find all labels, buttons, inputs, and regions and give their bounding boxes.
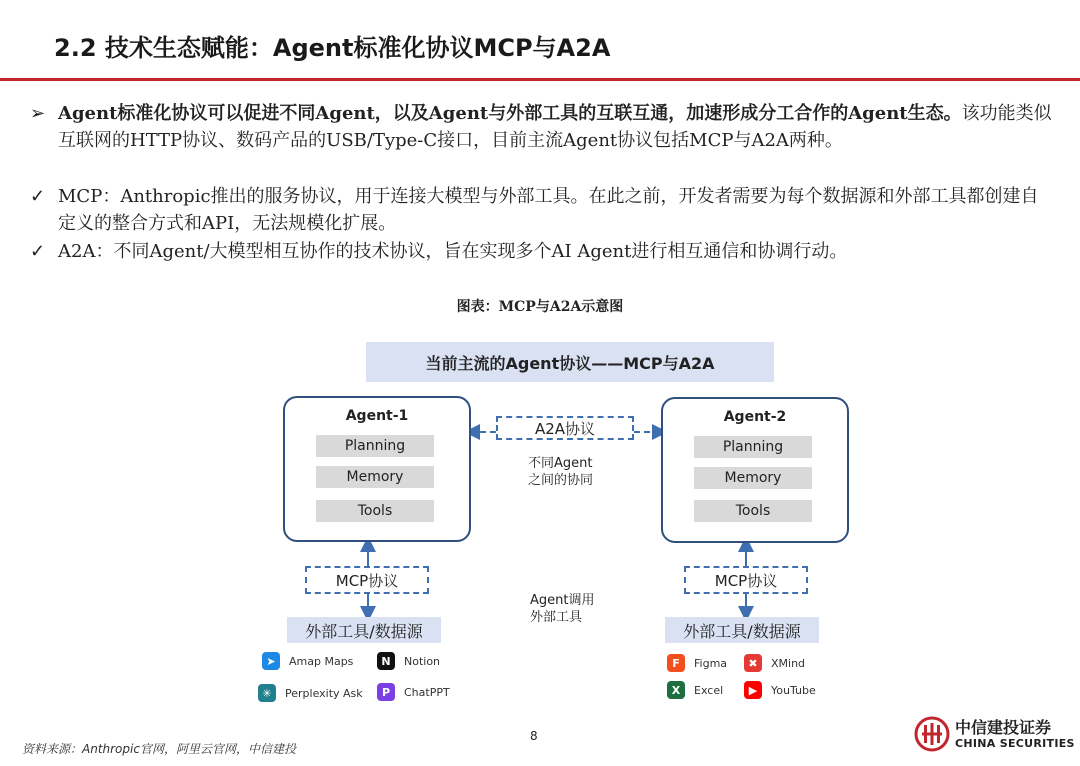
perplexity-icon: ✳ (258, 684, 276, 702)
china-securities-logo-icon (914, 716, 950, 752)
youtube-icon: ▶ (744, 681, 762, 699)
tools-bar-right: 外部工具/数据源 (665, 617, 819, 643)
agent-1-name: Agent-1 (345, 408, 409, 424)
logo-name-en: CHINA SECURITIES (955, 736, 1075, 750)
mcp-note (530, 592, 594, 626)
figma-icon: F (667, 654, 685, 672)
page-title: 2.2 技术生态赋能：Agent标准化协议MCP与A2A (54, 34, 611, 62)
excel-icon: X (667, 681, 685, 699)
tool-chatppt (377, 683, 450, 701)
bullet-a2a-text: A2A：不同Agent/大模型相互协作的技术协议，旨在实现多个AI Agent进行相互通信和协调行动。 (58, 241, 848, 262)
xmind-icon: ✖ (744, 654, 762, 672)
tool-youtube-label: YouTube (771, 683, 816, 697)
agent-1-planning: Planning (316, 435, 434, 457)
mcp-note-line-1: Agent调用 (530, 593, 595, 608)
mcp-protocol-left: MCP协议 (305, 566, 429, 594)
tool-notion-label: Notion (404, 654, 441, 668)
tool-amap (262, 652, 353, 670)
logo-name-cn: 中信建投证券 (955, 717, 1052, 737)
a2a-note-line-2: 之间的协同 (528, 473, 594, 488)
check-bullet-icon: ✓ (30, 186, 46, 207)
a2a-note (528, 455, 593, 489)
bullet-intro-text: 该功能类似互联网的HTTP协议、数码产品的USB/Type-C接口，目前主流Agent协议包括MCP与A2A两种。 (58, 103, 1052, 151)
mcp-note-line-2: 外部工具 (530, 610, 583, 625)
check-bullet-icon: ✓ (30, 241, 46, 262)
diagram-banner: 当前主流的Agent协议——MCP与A2A (366, 342, 774, 382)
tool-amap-label: Amap Maps (289, 654, 354, 668)
agent-1-memory: Memory (316, 466, 434, 488)
agent-2-planning: Planning (694, 436, 812, 458)
a2a-note-line-1: 不同Agent (528, 456, 593, 471)
tool-perplexity (258, 684, 363, 702)
agent-2-box (661, 397, 849, 543)
tool-figma-label: Figma (694, 656, 728, 670)
tool-chatppt-label: ChatPPT (404, 685, 450, 699)
tools-bar-left: 外部工具/数据源 (287, 617, 441, 643)
bullet-mcp-text: MCP：Anthropic推出的服务协议，用于连接大模型与外部工具。在此之前，开发者需要为每个数据源和外部工具都创建自定义的整合方式和API，无法规模化扩展。 (58, 186, 1039, 234)
tool-excel (667, 681, 723, 699)
agent-1-box (283, 396, 471, 542)
agent-2-tools: Tools (694, 500, 812, 522)
bullet-intro-lead: Agent标准化协议可以促进不同Agent，以及Agent与外部工具的互联互通，加速形成分工合作的Agent生态。 (58, 103, 962, 124)
page-number: 8 (530, 729, 538, 743)
agent-1-tools: Tools (316, 500, 434, 522)
agent-2-name: Agent-2 (723, 409, 787, 425)
amap-icon: ➤ (262, 652, 280, 670)
mcp-protocol-right: MCP协议 (684, 566, 808, 594)
agent-2-memory: Memory (694, 467, 812, 489)
notion-icon: N (377, 652, 395, 670)
source-note: 资料来源：Anthropic官网，阿里云官网，中信建投 (22, 742, 296, 756)
figure-caption: 图表：MCP与A2A示意图 (456, 299, 624, 315)
chatppt-icon: P (377, 683, 395, 701)
a2a-protocol-label: A2A协议 (496, 416, 634, 440)
tool-figma (667, 654, 727, 672)
tool-excel-label: Excel (694, 683, 724, 697)
company-logo (914, 716, 1075, 752)
tool-youtube (744, 681, 816, 699)
tool-notion (377, 652, 440, 670)
tool-xmind-label: XMind (771, 656, 806, 670)
arrow-bullet-icon: ➢ (30, 103, 46, 124)
tool-perplexity-label: Perplexity Ask (285, 686, 363, 700)
tool-xmind (744, 654, 805, 672)
